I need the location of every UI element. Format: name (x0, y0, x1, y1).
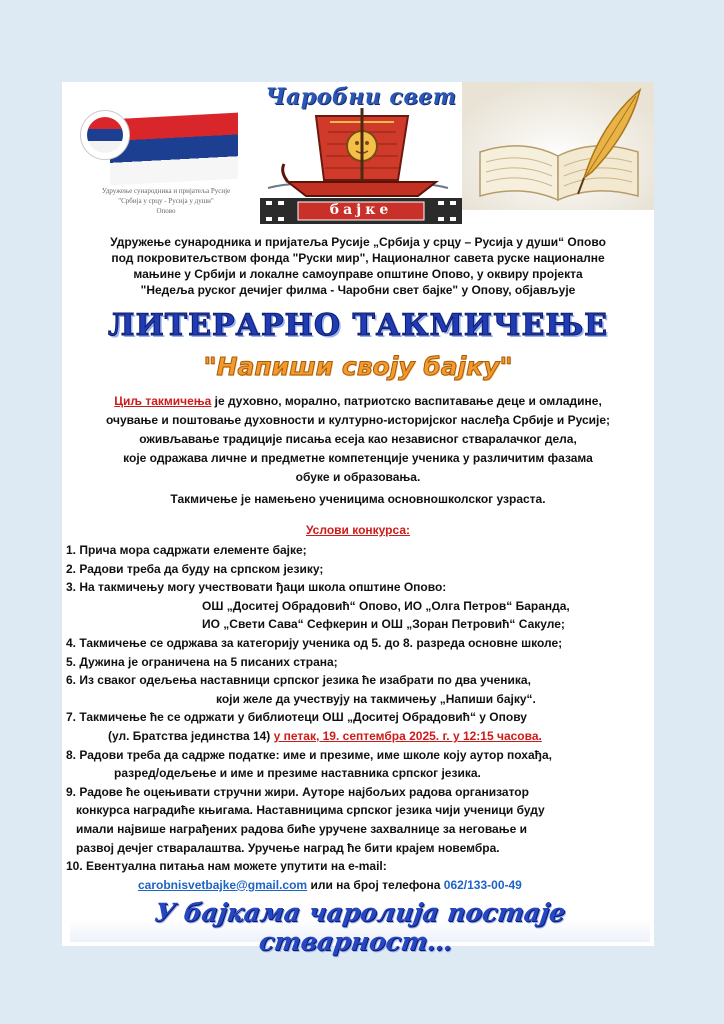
goal-line: оживљавање традиције писања есеја као независног стваралачког дела, (139, 432, 577, 446)
rule-item: 4. Такмичење се одржава за категорију ученика од 5. до 8. разреда основне школе; (66, 635, 563, 650)
goal-paragraph (76, 392, 640, 487)
rule-item: 10. Евентуална питања нам можете упутити на e-mail: (66, 859, 387, 874)
rule-item: 8. Радови треба да садрже податке: име и презиме, име школе коју аутор похађа, (66, 747, 552, 762)
association-emblem (80, 110, 130, 160)
association-logo (80, 110, 240, 220)
rule-item: развој дечјег стваралаштва. Уручење наград ће бити крајем новембра. (76, 840, 500, 855)
goal-line-text: је духовно, морално, патриотско васпитавање деце и омладине, (211, 394, 602, 408)
goal-label: Циљ такмичења (114, 394, 212, 408)
email-link[interactable]: carobnisvetbajke@gmail.com (138, 877, 308, 892)
conditions-heading: Услови конкурса: (305, 523, 411, 537)
rule-item: 1. Прича мора садржати елементе бајке; (66, 543, 307, 557)
contact-text: или на број телефона (307, 877, 444, 892)
rule-item: 5. Дужина је ограничена на 5 писаних страна; (66, 654, 338, 669)
audience-note: Такмичење је намењено ученицима основношколског узраста. (170, 492, 546, 506)
intro-line: "Недеља руског дечијег филма - Чаробни свет бајке" у Опову, објављује (140, 283, 576, 297)
project-logo (258, 82, 464, 228)
rule-item: конкурса наградиће књигама. Наставницима српског језика чији ученици буду (76, 803, 545, 818)
rule-item: 2. Радови треба да буду на српском језику; (66, 561, 324, 576)
rule-item: 6. Из сваког одељења наставници српског језика ће изабрати по два ученика, (66, 673, 531, 688)
rule-item: имали највише награђених радова биће уручене захвалнице за неговање и (76, 821, 527, 836)
contact-line (66, 876, 650, 895)
rule-text: . (538, 728, 542, 743)
rule-item: ОШ „Доситеј Обрадовић“ Опово, ИО „Олга Петров“ Баранда, (202, 598, 570, 613)
project-logo-title: Чаробни свет (265, 84, 457, 110)
intro-line: мањине у Србији и локалне самоуправе општине Опово, у оквиру пројекта (133, 267, 583, 281)
association-name (96, 186, 236, 216)
goal-line: које одражава личне и предметне компетенције ученика у различитим фазама (123, 451, 593, 465)
goal-line (76, 392, 640, 411)
intro-text (82, 234, 634, 298)
rule-item: 3. На такмичењу могу учествовати ђаци школа општине Опово: (66, 580, 447, 595)
org-line: Опово (156, 207, 176, 215)
conditions-list (66, 541, 650, 894)
book-and-quill-icon (462, 82, 654, 210)
org-line: Удружење сународника и пријатеља Русије (101, 187, 231, 195)
event-date: у петак, 19. септембра 2025. г. у 12:15 часова (273, 728, 539, 743)
page-subtitle: "Напиши своју бајку" (203, 352, 513, 381)
rule-text: (ул. Братства јединства 14) (108, 728, 274, 743)
rule-item: 7. Такмичење ће се одржати у библиотеци ОШ „Доситеј Обрадовић“ у Опову (66, 710, 527, 725)
footer-slogan: У бајкама чаролија постаје стварност… (152, 898, 568, 956)
rule-item (66, 727, 650, 746)
goal-line: обуке и образовања. (295, 470, 421, 484)
project-logo-banner: бајке (329, 202, 393, 218)
flyer-page (62, 82, 654, 956)
goal-line: очување и поштовање духовности и културно-историјског наслеђа Србије и Русије; (105, 413, 611, 427)
intro-line: под покровитељством фонда "Руски мир", Националног савета руске националне (111, 251, 605, 265)
rule-item: 9. Радове ће оцењивати стручни жири. Ауторе најбољих радова организатор (66, 784, 529, 799)
rule-item: ИО „Свети Сава“ Сефкерин и ОШ „Зоран Петровић“ Сакуле; (202, 617, 565, 632)
serbian-flag-graphic (110, 113, 238, 186)
page-title: ЛИТЕРАРНО ТАКМИЧЕЊЕ (107, 308, 609, 343)
rule-item: који желе да учествују на такмичењу „Напиши бајку“. (216, 691, 536, 706)
rule-item: разред/одељење и име и презиме наставника српског језика. (114, 766, 481, 781)
intro-line: Удружење сународника и пријатеља Русије „Србија у срцу – Русија у души“ Опово (110, 235, 606, 249)
phone-number: 062/133-00-49 (443, 877, 522, 892)
org-line: "Србија у срцу - Русија у души" (118, 197, 214, 205)
